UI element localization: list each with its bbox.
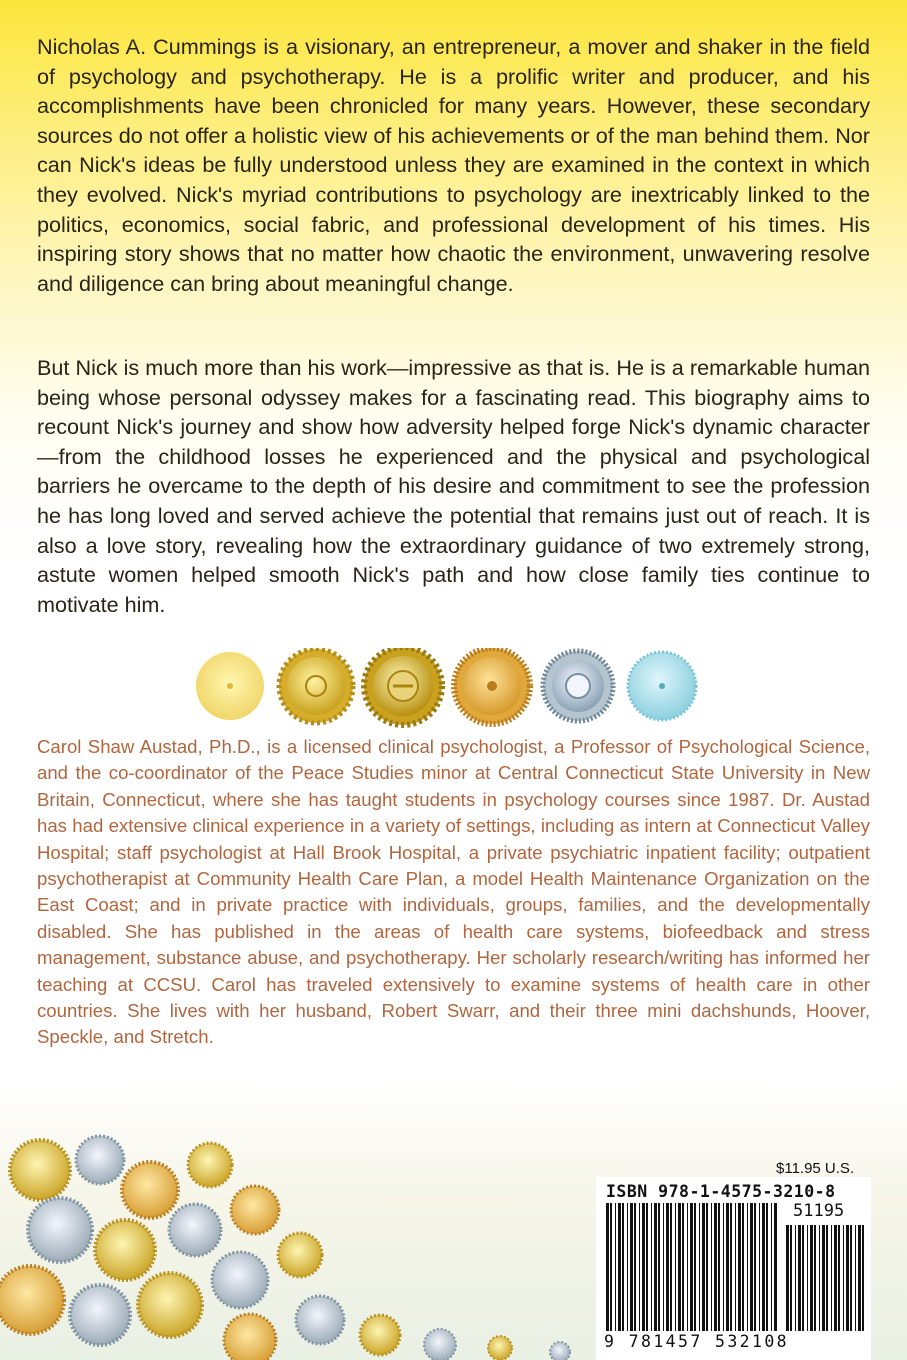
description-paragraph-2: But Nick is much more than his work—impressive as that is. He is a remarkable human being whose personal odyssey makes for a fascinating read. This biography aims to recount Nick's journey and show how adversity helped forge Nick's dynamic character—from the childhood losses he experienced and the physical and psychological barriers he overcame to the depth of his desire and commitment to see the profession he has long loved and served achieve the potential that remains just out of reach. It is also a love story, revealing how the extraordinary guidance of two extremely strong, astute women helped smooth Nick's path and how close family ties continue to motivate him. [37, 355, 870, 617]
price-code: 51195 [793, 1201, 845, 1221]
gear-cluster-icon [0, 1130, 640, 1360]
author-bio: Carol Shaw Austad, Ph.D., is a licensed clinical psychologist, a Professor of Psychological Science, and the co-coordinator of the Peace Studies minor at Central Connecticut State University in New Britain, Connecticut, where she has taught students in psychology courses since 1987. Dr. Austad has had extensive clinical experience in a variety of settings, including as intern at Connecticut Valley Hospital; staff psychologist at Hall Brook Hospital, a private psychiatric inpatient facility; outpatient psychotherapist at Community Health Care Plan, a model Health Maintenance Organization on the East Coast; and in private practice with individuals, groups, families, and the developmentally disabled. She has published in the areas of health care systems, biofeedback and stress management, substance abuse, and psychotherapy. Her scholarly research/writing has informed her teaching at CCSU. Carol has traveled extensively to examine systems of health care in other countries. She lives with her husband, Robert Swarr, and their three mini dachshunds, Hoover, Speckle, and Stretch. [37, 736, 870, 1048]
isbn-label: ISBN 978-1-4575-3210-8 [606, 1182, 836, 1201]
price-label: $11.95 U.S. [776, 1160, 855, 1177]
gear-row-icon [180, 648, 740, 728]
description-paragraph-1: Nicholas A. Cummings is a visionary, an entrepreneur, a mover and shaker in the field of psychology and psychotherapy. He is a prolific writer and producer, and his accomplishments have been chronicled for many years. However, these secondary sources do not offer a holistic view of his achievements or of the man behind them. Nor can Nick's ideas be fully understood unless they are examined in the context in which they evolved. Nick's myriad contributions to psychology are inextricably linked to the politics, economics, social fabric, and professional development of his times. His inspiring story shows that no matter how chaotic the environment, unwavering resolve and diligence can bring about meaningful change. [37, 34, 870, 296]
barcode-digits: 9 781457 532108 [604, 1332, 790, 1351]
